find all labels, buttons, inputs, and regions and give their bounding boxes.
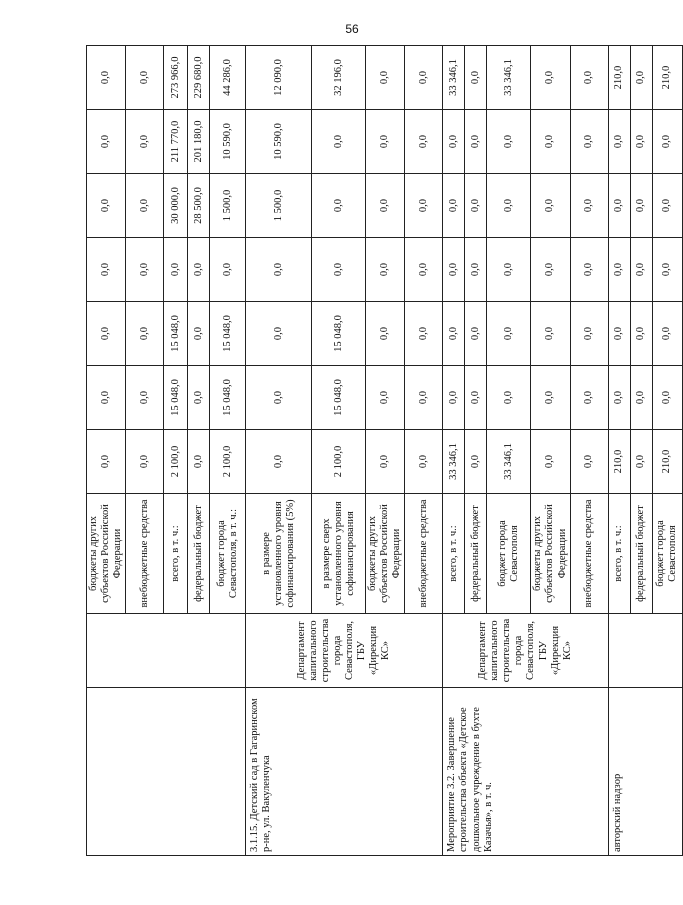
amount-cell: 211 770,0: [164, 110, 188, 174]
amount-cell: 0,0: [531, 430, 570, 494]
amount-cell: 44 286,0: [210, 46, 246, 110]
amount-cell: 210,0: [652, 430, 682, 494]
amount-cell: 0,0: [405, 174, 443, 238]
amount-cell: 0,0: [465, 366, 487, 430]
table-row: [608, 46, 630, 856]
amount-cell: 0,0: [487, 366, 531, 430]
amount-cell: 0,0: [531, 46, 570, 110]
amount-cell: 210,0: [652, 46, 682, 110]
funding-source-cell: бюджеты других субъектов Российской Федерации: [366, 494, 405, 614]
executor-cell: Департамент капитального строительства города Севастополя, ГБУ «Дирекция КС»: [443, 614, 608, 688]
amount-cell: 0,0: [246, 430, 312, 494]
activity-name-cell: Мероприятие 3.2. Завершение строительства объекта «Детское дошкольное учреждение в бухте Казачья», в т. ч.: [443, 688, 608, 856]
budget-table: [86, 45, 683, 856]
amount-cell: 0,0: [188, 366, 210, 430]
amount-cell: 0,0: [405, 110, 443, 174]
amount-cell: 0,0: [366, 238, 405, 302]
executor-cell: Департамент капитального строительства города Севастополя, ГБУ «Дирекция КС»: [246, 614, 443, 688]
amount-cell: 0,0: [87, 110, 126, 174]
amount-cell: 0,0: [366, 430, 405, 494]
amount-cell: 0,0: [210, 238, 246, 302]
amount-cell: 0,0: [87, 302, 126, 366]
amount-cell: 0,0: [405, 46, 443, 110]
activity-name-cell: авторский надзор: [608, 688, 682, 856]
amount-cell: 0,0: [366, 366, 405, 430]
amount-cell: 0,0: [443, 174, 465, 238]
funding-source-cell: бюджеты других субъектов Российской Федерации: [87, 494, 126, 614]
amount-cell: 0,0: [570, 174, 608, 238]
amount-cell: 0,0: [366, 302, 405, 366]
amount-cell: 0,0: [443, 110, 465, 174]
amount-cell: 15 048,0: [312, 366, 366, 430]
amount-cell: 0,0: [443, 302, 465, 366]
amount-cell: 28 500,0: [188, 174, 210, 238]
funding-source-cell: всего, в т. ч.:: [443, 494, 465, 614]
amount-cell: 0,0: [405, 302, 443, 366]
amount-cell: 0,0: [443, 366, 465, 430]
amount-cell: 0,0: [465, 302, 487, 366]
amount-cell: 0,0: [188, 430, 210, 494]
amount-cell: 210,0: [608, 46, 630, 110]
amount-cell: 0,0: [164, 238, 188, 302]
budget-table-rotated: [86, 46, 679, 856]
amount-cell: 0,0: [188, 238, 210, 302]
amount-cell: 0,0: [652, 174, 682, 238]
amount-cell: 0,0: [608, 174, 630, 238]
amount-cell: 0,0: [652, 366, 682, 430]
amount-cell: 0,0: [87, 238, 126, 302]
amount-cell: 0,0: [570, 430, 608, 494]
funding-source-cell: бюджет города Севастополя: [487, 494, 531, 614]
amount-cell: 0,0: [366, 174, 405, 238]
amount-cell: 10 590,0: [210, 110, 246, 174]
page-number: 56: [345, 22, 359, 36]
amount-cell: 0,0: [531, 302, 570, 366]
amount-cell: 0,0: [630, 46, 652, 110]
amount-cell: 0,0: [126, 110, 164, 174]
amount-cell: 0,0: [630, 110, 652, 174]
funding-source-cell: федеральный бюджет: [465, 494, 487, 614]
amount-cell: 2 100,0: [312, 430, 366, 494]
funding-source-cell: внебюджетные средства: [570, 494, 608, 614]
amount-cell: 0,0: [630, 430, 652, 494]
amount-cell: 0,0: [652, 302, 682, 366]
executor-cell: [87, 614, 246, 688]
amount-cell: 33 346,1: [487, 46, 531, 110]
amount-cell: 201 180,0: [188, 110, 210, 174]
amount-cell: 0,0: [246, 366, 312, 430]
amount-cell: 0,0: [487, 238, 531, 302]
amount-cell: 0,0: [405, 430, 443, 494]
amount-cell: 0,0: [487, 302, 531, 366]
amount-cell: 12 090,0: [246, 46, 312, 110]
amount-cell: 0,0: [87, 366, 126, 430]
amount-cell: 1 500,0: [246, 174, 312, 238]
amount-cell: 0,0: [531, 110, 570, 174]
amount-cell: 0,0: [312, 174, 366, 238]
amount-cell: 15 048,0: [164, 366, 188, 430]
amount-cell: 0,0: [465, 430, 487, 494]
amount-cell: 32 196,0: [312, 46, 366, 110]
table-body: [87, 46, 683, 856]
funding-source-cell: всего, в т. ч.:: [608, 494, 630, 614]
amount-cell: 0,0: [87, 174, 126, 238]
amount-cell: 0,0: [630, 238, 652, 302]
amount-cell: 15 048,0: [312, 302, 366, 366]
amount-cell: 229 680,0: [188, 46, 210, 110]
funding-source-cell: внебюджетные средства: [126, 494, 164, 614]
amount-cell: 0,0: [443, 238, 465, 302]
amount-cell: 0,0: [465, 174, 487, 238]
amount-cell: 0,0: [405, 238, 443, 302]
amount-cell: 1 500,0: [210, 174, 246, 238]
amount-cell: 2 100,0: [210, 430, 246, 494]
amount-cell: 0,0: [570, 238, 608, 302]
amount-cell: 0,0: [630, 366, 652, 430]
funding-source-cell: федеральный бюджет: [188, 494, 210, 614]
funding-source-cell: в размере сверх установленного уровня софинансирования: [312, 494, 366, 614]
amount-cell: 0,0: [652, 238, 682, 302]
amount-cell: 30 000,0: [164, 174, 188, 238]
amount-cell: 0,0: [630, 174, 652, 238]
funding-source-cell: бюджет города Севастополя, в т. ч.:: [210, 494, 246, 614]
amount-cell: 0,0: [312, 110, 366, 174]
amount-cell: 0,0: [608, 238, 630, 302]
amount-cell: 15 048,0: [210, 366, 246, 430]
executor-cell: [608, 614, 682, 688]
amount-cell: 0,0: [608, 110, 630, 174]
amount-cell: 2 100,0: [164, 430, 188, 494]
amount-cell: 0,0: [608, 302, 630, 366]
amount-cell: 0,0: [188, 302, 210, 366]
amount-cell: 0,0: [570, 110, 608, 174]
amount-cell: 0,0: [570, 302, 608, 366]
amount-cell: 0,0: [405, 366, 443, 430]
amount-cell: 0,0: [126, 174, 164, 238]
amount-cell: 0,0: [87, 46, 126, 110]
funding-source-cell: бюджеты других субъектов Российской Федерации: [531, 494, 570, 614]
amount-cell: 0,0: [608, 366, 630, 430]
table-row: [246, 46, 312, 856]
funding-source-cell: внебюджетные средства: [405, 494, 443, 614]
amount-cell: 0,0: [570, 366, 608, 430]
amount-cell: 273 966,0: [164, 46, 188, 110]
amount-cell: 10 590,0: [246, 110, 312, 174]
activity-name-cell: [87, 688, 246, 856]
amount-cell: 0,0: [366, 46, 405, 110]
amount-cell: 0,0: [126, 302, 164, 366]
amount-cell: 33 346,1: [443, 430, 465, 494]
table-row: [443, 46, 465, 856]
amount-cell: 0,0: [126, 46, 164, 110]
amount-cell: 0,0: [87, 430, 126, 494]
amount-cell: 0,0: [487, 174, 531, 238]
amount-cell: 0,0: [465, 238, 487, 302]
amount-cell: 0,0: [312, 238, 366, 302]
amount-cell: 0,0: [465, 110, 487, 174]
amount-cell: 0,0: [531, 174, 570, 238]
activity-name-cell: 3.1.15. Детский сад в Гагаринском р-не, ул. Вакуленчука: [246, 688, 443, 856]
funding-source-cell: в размере установленного уровня софинансирования (5%): [246, 494, 312, 614]
table-row: [87, 46, 126, 856]
amount-cell: 0,0: [531, 366, 570, 430]
amount-cell: 210,0: [608, 430, 630, 494]
amount-cell: 0,0: [570, 46, 608, 110]
amount-cell: 0,0: [465, 46, 487, 110]
amount-cell: 0,0: [126, 238, 164, 302]
amount-cell: 0,0: [487, 110, 531, 174]
amount-cell: 0,0: [126, 430, 164, 494]
amount-cell: 15 048,0: [164, 302, 188, 366]
amount-cell: 0,0: [652, 110, 682, 174]
amount-cell: 0,0: [246, 238, 312, 302]
funding-source-cell: всего, в т. ч.:: [164, 494, 188, 614]
funding-source-cell: бюджет города Севастополя: [652, 494, 682, 614]
amount-cell: 0,0: [366, 110, 405, 174]
amount-cell: 0,0: [246, 302, 312, 366]
amount-cell: 15 048,0: [210, 302, 246, 366]
amount-cell: 0,0: [126, 366, 164, 430]
amount-cell: 33 346,1: [487, 430, 531, 494]
amount-cell: 33 346,1: [443, 46, 465, 110]
amount-cell: 0,0: [630, 302, 652, 366]
amount-cell: 0,0: [531, 238, 570, 302]
funding-source-cell: федеральный бюджет: [630, 494, 652, 614]
